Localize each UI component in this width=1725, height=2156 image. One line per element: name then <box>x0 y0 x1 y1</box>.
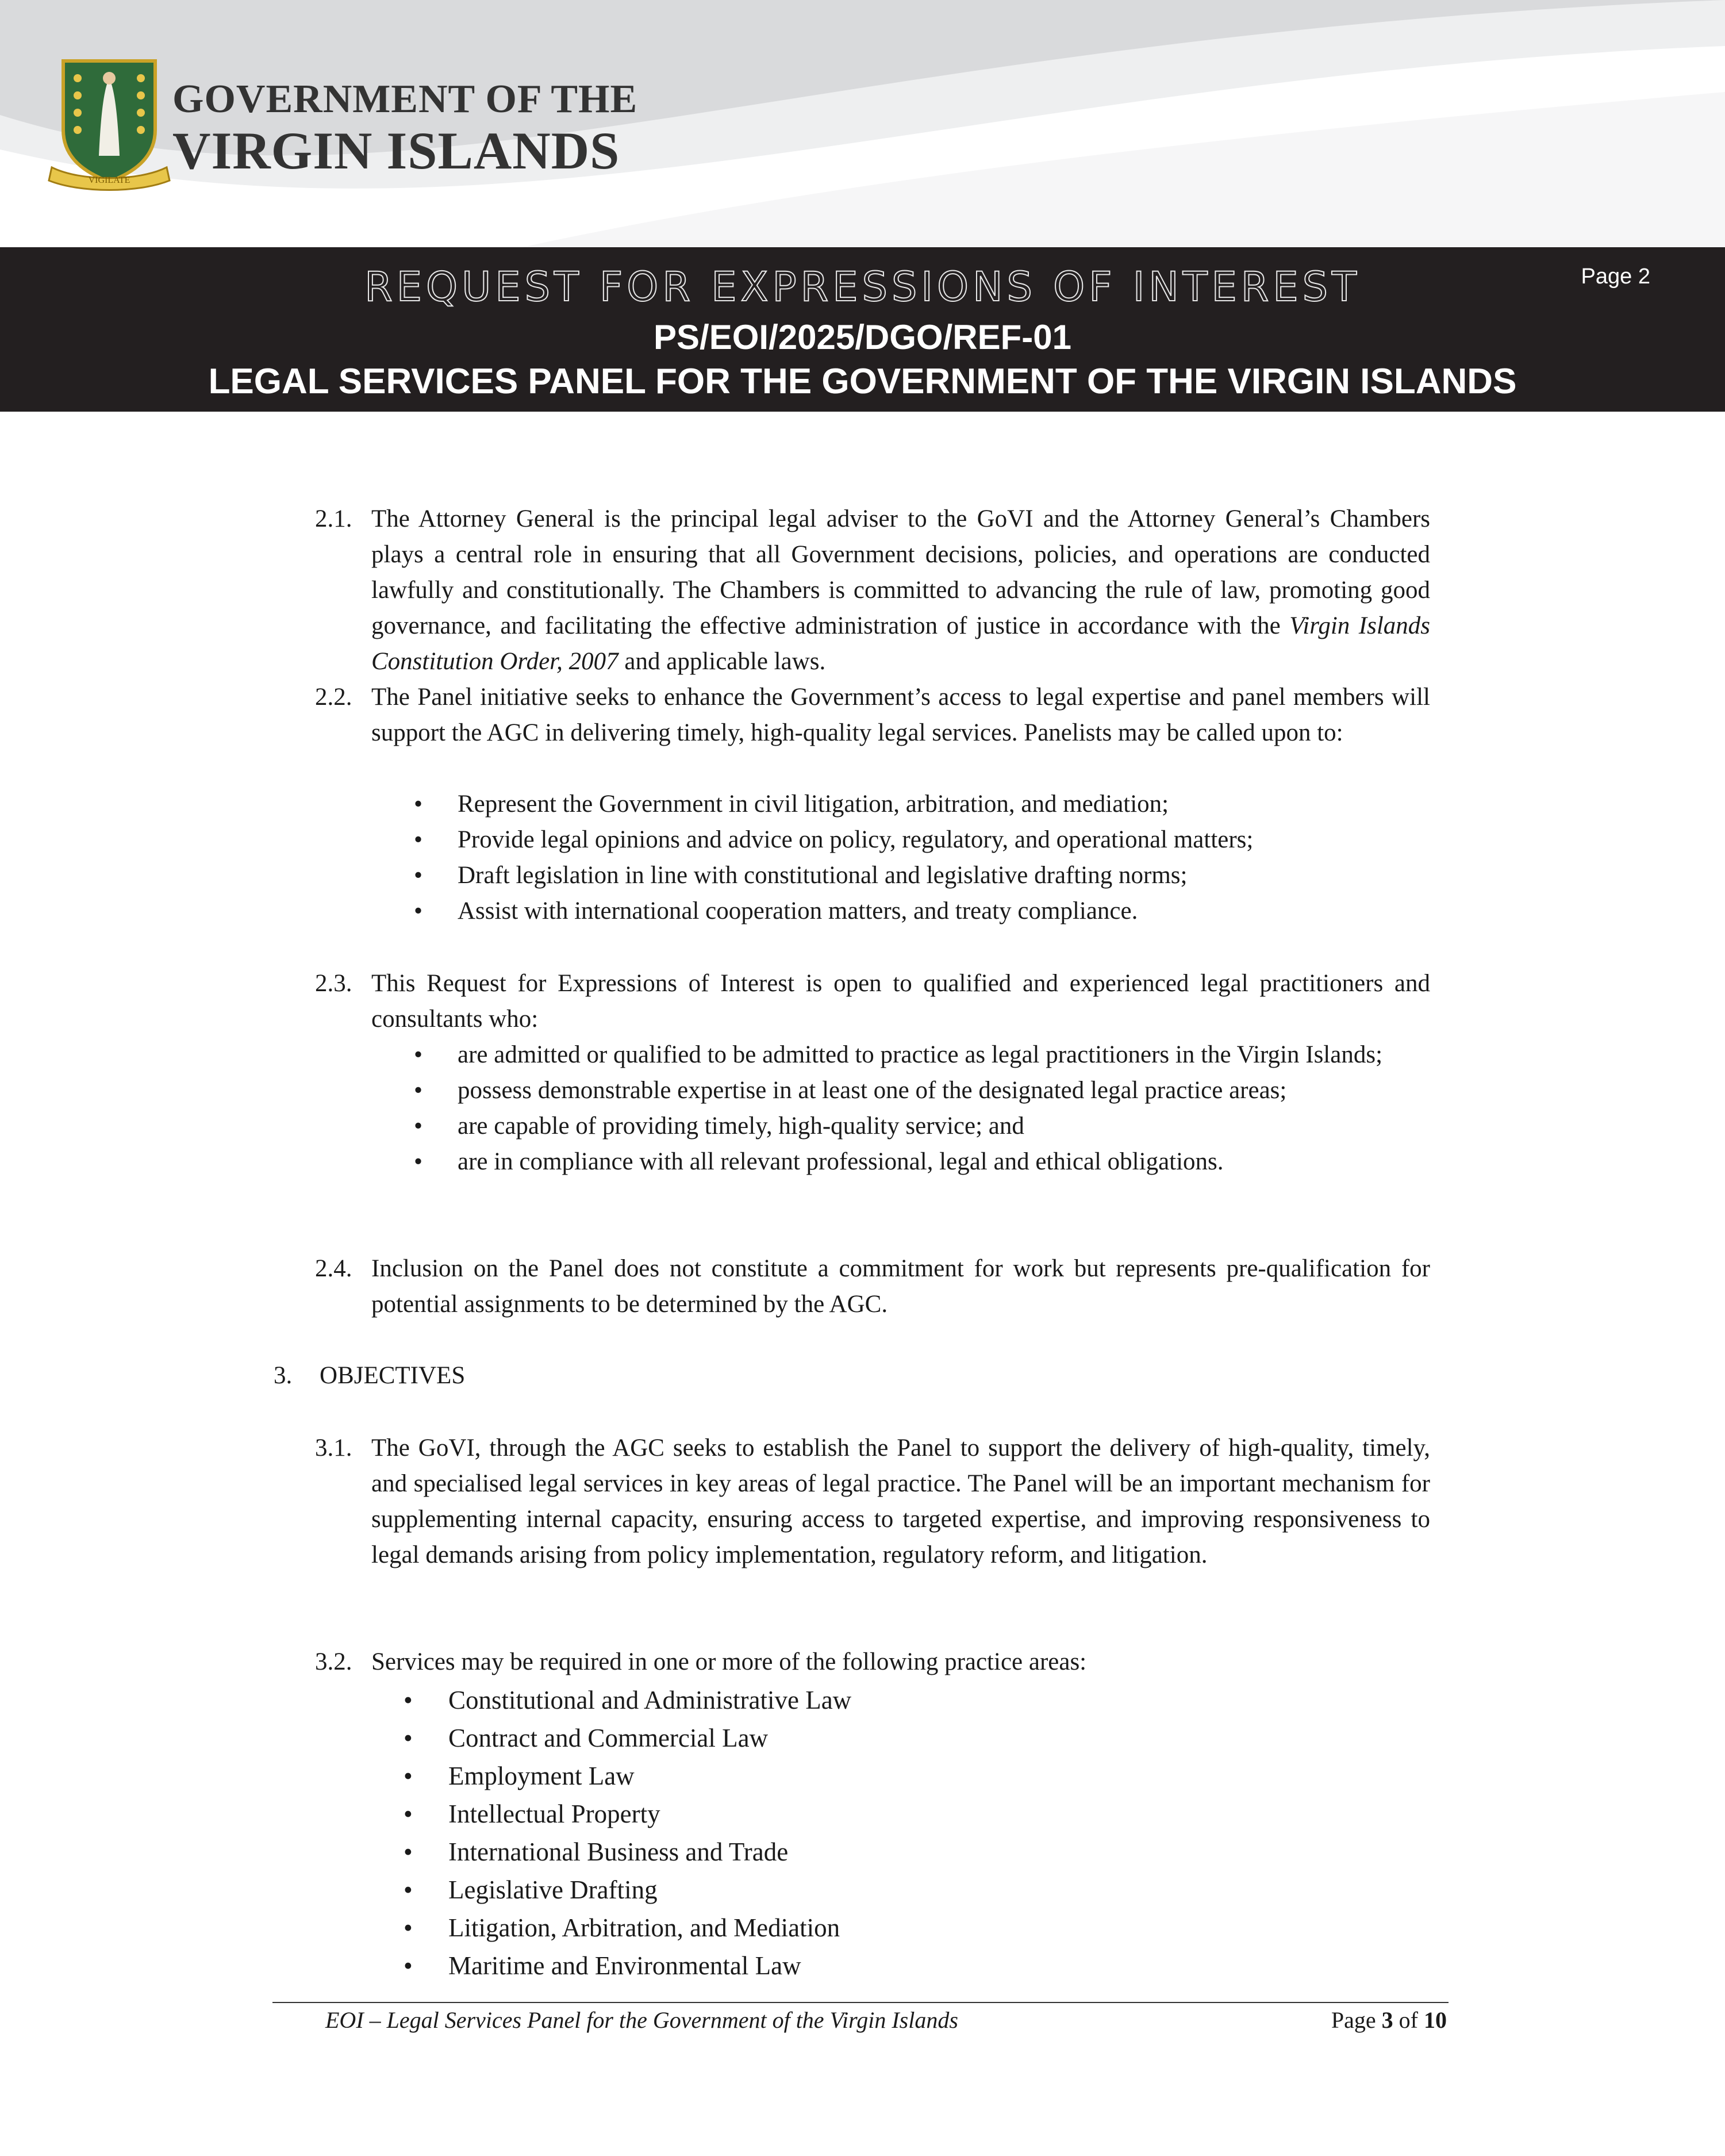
list-item-text: Employment Law <box>448 1762 635 1790</box>
bullet-list-2-3 <box>414 1037 1430 1180</box>
bullet-icon: • <box>414 1112 423 1140</box>
paragraph-number: 2.1. <box>315 505 352 532</box>
section-heading-objectives <box>274 1358 465 1394</box>
reference-number: PS/EOI/2025/DGO/REF-01 <box>654 318 1071 356</box>
title-banner <box>0 247 1725 412</box>
organization-name <box>172 77 638 180</box>
paragraph-number: 2.4. <box>315 1255 352 1282</box>
banner-subtitle: LEGAL SERVICES PANEL FOR THE GOVERNMENT OF THE VIRGIN ISLANDS <box>208 362 1517 401</box>
svg-text:VIGILATE: VIGILATE <box>88 175 130 185</box>
bullet-icon: • <box>414 826 423 853</box>
list-item-text: Intellectual Property <box>448 1800 660 1828</box>
org-line-1: GOVERNMENT OF THE <box>172 77 638 121</box>
bullet-icon: • <box>404 1686 413 1714</box>
list-item-text: Litigation, Arbitration, and Mediation <box>448 1913 840 1942</box>
bullet-icon: • <box>404 1951 413 1980</box>
list-item <box>404 1833 1266 1871</box>
list-item <box>414 1073 1430 1108</box>
bullet-icon: • <box>414 791 423 818</box>
list-item <box>404 1909 1266 1947</box>
paragraph-number: 3.2. <box>315 1648 352 1675</box>
list-item-text: Provide legal opinions and advice on policy, regulatory, and operational matters; <box>458 826 1254 853</box>
paragraph-text: The GoVI, through the AGC seeks to establish the Panel to support the delivery of high-quality, timely, and specialised legal services in key areas of legal practice. The Panel will be an important mechanism for supplementing internal capacity, ensuring access to targeted expertise, and improving responsiveness to legal demands arising from policy implementation, regulatory reform, and litigation. <box>371 1434 1430 1568</box>
total-pages: 10 <box>1424 2007 1447 2033</box>
of-word: of <box>1399 2007 1418 2033</box>
list-item-text: are admitted or qualified to be admitted to practice as legal practitioners in the Virgin Islands; <box>458 1041 1383 1068</box>
current-page: 3 <box>1381 2007 1393 2033</box>
list-item <box>404 1795 1266 1833</box>
bullet-icon: • <box>404 1875 413 1904</box>
paragraph-2-3 <box>315 966 1430 1037</box>
list-item <box>414 893 1430 929</box>
list-item <box>414 1108 1430 1144</box>
bullet-icon: • <box>404 1913 413 1942</box>
list-item-text: Assist with international cooperation matters, and treaty compliance. <box>458 897 1138 924</box>
list-item <box>414 1144 1430 1180</box>
list-item-text: Contract and Commercial Law <box>448 1724 769 1752</box>
org-line-2: VIRGIN ISLANDS <box>172 121 620 180</box>
list-item <box>414 858 1430 893</box>
list-item <box>404 1719 1266 1757</box>
bullet-icon: • <box>404 1800 413 1828</box>
list-item <box>414 787 1430 822</box>
paragraph-number: 2.3. <box>315 970 352 997</box>
banner-title: REQUEST FOR EXPRESSIONS OF INTEREST <box>364 263 1361 310</box>
footer-title: EOI – Legal Services Panel for the Government of the Virgin Islands <box>325 2007 958 2033</box>
bullet-icon: • <box>414 897 423 924</box>
list-item-text: are in compliance with all relevant professional, legal and ethical obligations. <box>458 1148 1224 1175</box>
bullet-icon: • <box>404 1724 413 1752</box>
paragraph-3-2 <box>315 1644 1430 1680</box>
footer-page-number <box>1331 2007 1447 2034</box>
paragraph-text: The Panel initiative seeks to enhance the Government’s access to legal expertise and panel members will support the AGC in delivering timely, high-quality legal services. Panelists may be called upon to: <box>371 684 1430 746</box>
list-item <box>404 1757 1266 1795</box>
paragraph-number: 3.1. <box>315 1434 352 1461</box>
paragraph-text: Services may be required in one or more of the following practice areas: <box>371 1648 1087 1675</box>
bullet-icon: • <box>414 862 423 889</box>
list-item-text: Constitutional and Administrative Law <box>448 1686 852 1714</box>
italic-citation: Virgin Islands Constitution Order, 2007 <box>371 612 1431 675</box>
paragraph-2-2 <box>315 680 1430 751</box>
list-item-text: possess demonstrable expertise in at least one of the designated legal practice areas; <box>458 1077 1287 1104</box>
heading-number: 3. <box>274 1362 293 1389</box>
bullet-list-2-2 <box>414 787 1430 929</box>
page-tag: Page 2 <box>1581 264 1650 289</box>
list-item-text: International Business and Trade <box>448 1837 789 1866</box>
list-item-text: Draft legislation in line with constitutional and legislative drafting norms; <box>458 862 1188 889</box>
list-item <box>404 1947 1266 1985</box>
list-item-text: Maritime and Environmental Law <box>448 1951 801 1980</box>
paragraph-text <box>371 501 1430 680</box>
paragraph-3-1 <box>315 1430 1430 1573</box>
paragraph-text: Inclusion on the Panel does not constitute a commitment for work but represents pre-qualification for potential assignments to be determined by the AGC. <box>371 1255 1430 1318</box>
bullet-icon: • <box>404 1837 413 1866</box>
list-item <box>414 1037 1430 1073</box>
bullet-icon: • <box>414 1077 423 1104</box>
paragraph-number: 2.2. <box>315 684 352 711</box>
practice-areas-list <box>404 1681 1266 1985</box>
bullet-icon: • <box>414 1148 423 1175</box>
list-item-text: Legislative Drafting <box>448 1875 658 1904</box>
bullet-icon: • <box>404 1762 413 1790</box>
list-item <box>404 1681 1266 1719</box>
government-crest-logo <box>46 55 184 193</box>
paragraph-2-1 <box>315 501 1430 680</box>
bullet-icon: • <box>414 1041 423 1068</box>
list-item <box>404 1871 1266 1909</box>
heading-title: OBJECTIVES <box>320 1362 466 1389</box>
page-word: Page <box>1331 2007 1376 2033</box>
text-run: The Attorney General is the principal legal adviser to the GoVI and the Attorney General’s Chambers plays a central role in ensuring that all Government decisions, policies, and operations are conducted lawfully and constitutionally. The Chambers is committed to advancing the rule of law, promoting good governance, and facilitating the effective administration of justice in accordance with the <box>371 505 1430 639</box>
footer-divider <box>272 2002 1449 2003</box>
paragraph-text: This Request for Expressions of Interest is open to qualified and experienced legal practitioners and consultants who: <box>371 970 1430 1033</box>
list-item-text: Represent the Government in civil litigation, arbitration, and mediation; <box>458 791 1169 818</box>
list-item <box>414 822 1430 858</box>
paragraph-2-4 <box>315 1251 1430 1322</box>
list-item-text: are capable of providing timely, high-quality service; and <box>458 1112 1024 1140</box>
text-run: and applicable laws. <box>618 648 826 675</box>
